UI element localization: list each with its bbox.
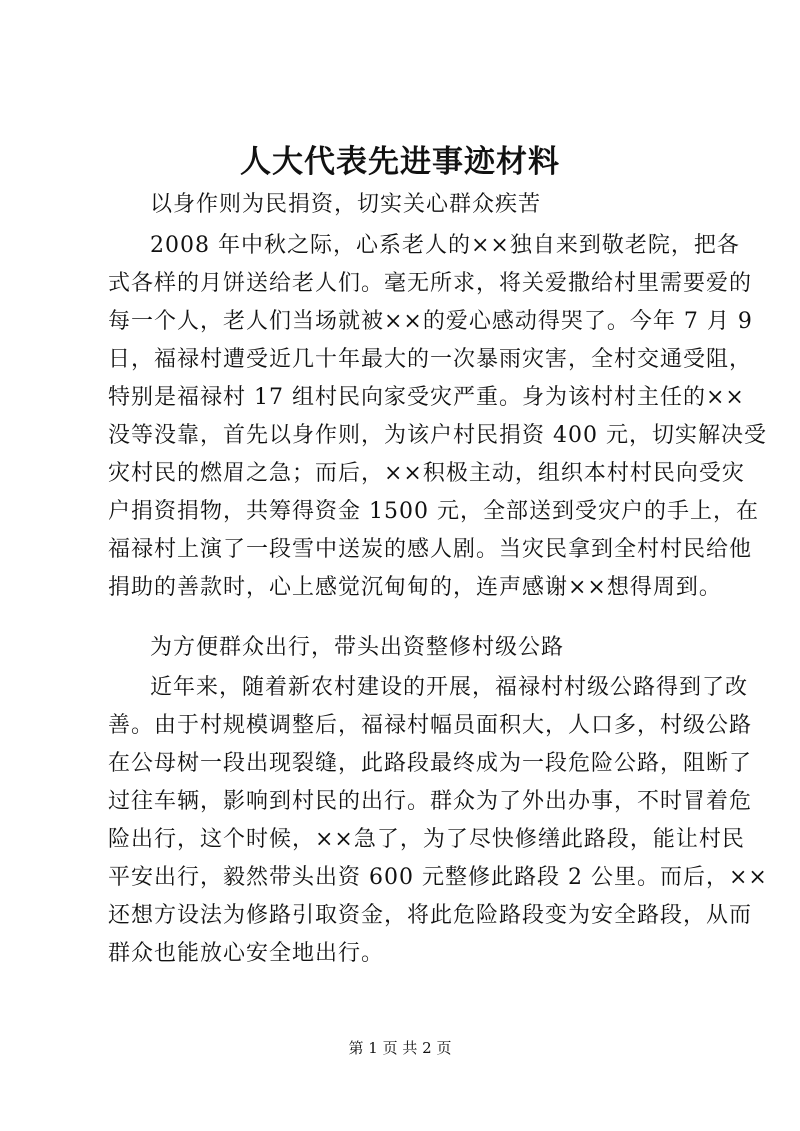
paragraph-line: 户捐资捐物，共筹得资金 1500 元，全部送到受灾户的手上，在 — [108, 499, 759, 524]
paragraph-line: 式各样的月饼送给老人们。毫无所求，将关爱撒给村里需要爱的 — [108, 271, 753, 296]
paragraph-line: 群众也能放心安全地出行。 — [108, 941, 385, 966]
section-heading-2: 为方便群众出行，带头出资整修村级公路 — [150, 635, 565, 660]
paragraph-line: 险出行，这个时候，××急了，为了尽快修缮此路段，能让村民 — [108, 827, 745, 852]
paragraph-line: 福禄村上演了一段雪中送炭的感人剧。当灾民拿到全村村民给他 — [108, 537, 753, 562]
paragraph-line: 没等没靠，首先以身作则，为该户村民捐资 400 元，切实解决受 — [108, 423, 767, 448]
page-title: 人大代表先进事迹材料 — [240, 144, 560, 180]
paragraph-line: 在公母树一段出现裂缝，此路段最终成为一段危险公路，阻断了 — [108, 751, 753, 776]
paragraph-line: 还想方设法为修路引取资金，将此危险路段变为安全路段，从而 — [108, 903, 753, 928]
paragraph-line: 每一个人，老人们当场就被××的爱心感动得哭了。今年 7 月 9 — [108, 309, 753, 334]
paragraph-line: 捐助的善款时，心上感觉沉甸甸的，连声感谢××想得周到。 — [108, 575, 722, 600]
paragraph-line: 善。由于村规模调整后，福禄村幅员面积大，人口多，村级公路 — [108, 713, 753, 738]
paragraph-line: 日，福禄村遭受近几十年最大的一次暴雨灾害，全村交通受阻， — [108, 347, 753, 372]
page-footer: 第 1 页 共 2 页 — [348, 1039, 452, 1057]
paragraph-line: 2008 年中秋之际，心系老人的××独自来到敬老院，把各 — [150, 233, 740, 258]
paragraph-line: 过往车辆，影响到村民的出行。群众为了外出办事，不时冒着危 — [108, 789, 753, 814]
paragraph-line: 平安出行，毅然带头出资 600 元整修此路段 2 公里。而后，×× — [108, 865, 768, 890]
paragraph-line: 灾村民的燃眉之急；而后，××积极主动，组织本村村民向受灾 — [108, 461, 745, 486]
section-heading-1: 以身作则为民捐资，切实关心群众疾苦 — [150, 192, 542, 217]
paragraph-line: 近年来，随着新农村建设的开展，福禄村村级公路得到了改 — [150, 675, 749, 700]
paragraph-line: 特别是福禄村 17 组村民向家受灾严重。身为该村村主任的×× — [108, 385, 745, 410]
